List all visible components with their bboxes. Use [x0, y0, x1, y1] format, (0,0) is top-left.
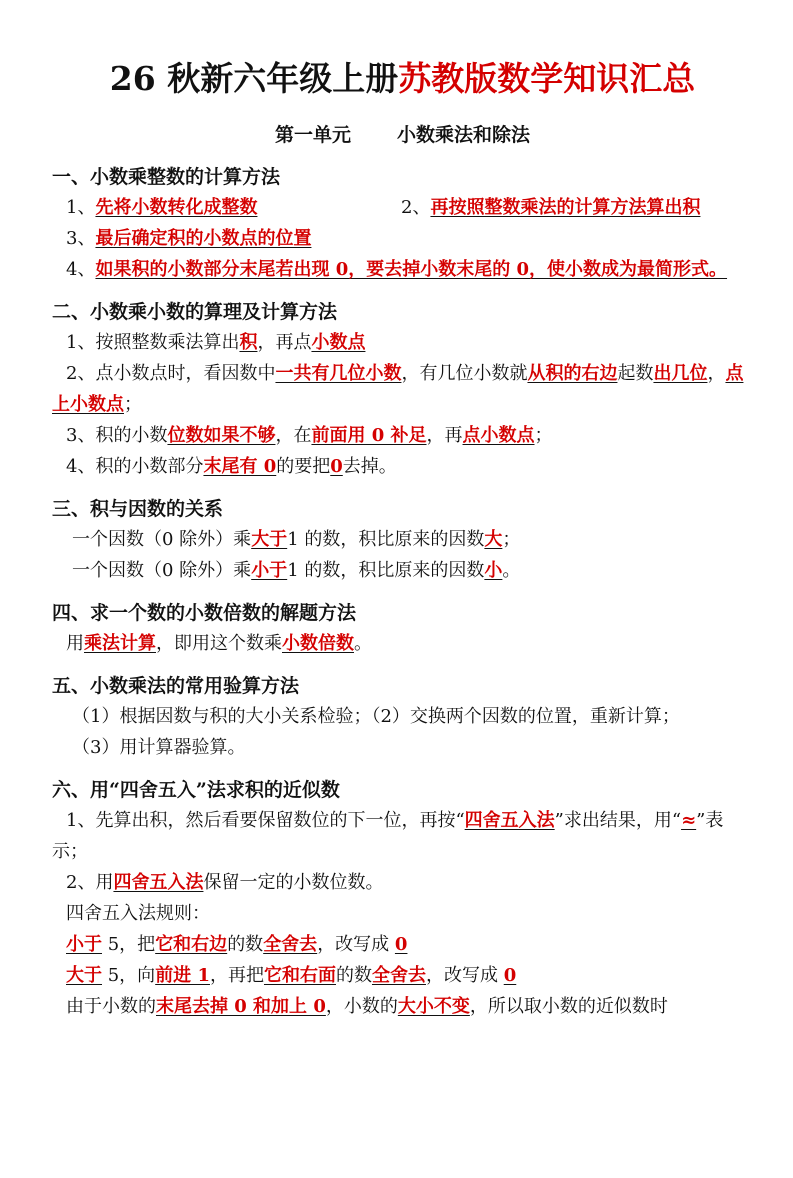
- key-point: 乘法计算: [84, 633, 156, 654]
- text: 5，把: [102, 934, 156, 955]
- text: ，再把: [209, 965, 264, 986]
- title-red-part: 苏教版数学知识汇总: [398, 59, 696, 98]
- key-point: 小数倍数: [282, 633, 354, 654]
- key-point: 最后确定积的小数点的位置: [95, 228, 312, 249]
- document-title: [52, 56, 753, 102]
- key-point: 0: [503, 965, 517, 986]
- text: ，再点: [257, 332, 312, 353]
- key-point: 先将小数转化成整数: [95, 197, 258, 218]
- key-point: 0: [330, 456, 343, 477]
- key-point: 出几位: [653, 363, 708, 384]
- section-1-line-2: [52, 223, 753, 254]
- text: 的数: [227, 934, 264, 955]
- key-point: 再按照整数乘法的计算方法算出积: [430, 197, 701, 218]
- section-6-line-4: [52, 929, 753, 960]
- text: 3、积的小数: [66, 425, 168, 446]
- key-point: 小: [484, 560, 503, 581]
- section-2-line-3: [52, 420, 753, 451]
- key-point: 大于: [251, 529, 288, 550]
- key-point: 从积的右边: [527, 363, 618, 384]
- key-point: 前面用 0 补足: [311, 425, 427, 446]
- text: 1、按照整数乘法算出: [66, 332, 240, 353]
- section-3-line-2: [52, 555, 753, 586]
- key-point: 大: [484, 529, 503, 550]
- key-point: 0: [394, 934, 408, 955]
- text: 保留一定的小数位数。: [203, 872, 384, 893]
- text: 1、: [66, 197, 96, 218]
- text: ，有几位小数就: [401, 363, 528, 384]
- section-1-heading: 一、小数乘整数的计算方法: [52, 166, 281, 188]
- section-6-line-3: 四舍五入法规则：: [66, 903, 210, 924]
- key-point: 前进 1: [155, 965, 210, 986]
- section-3-line-1: [52, 524, 753, 555]
- section-1-line-3: [52, 254, 753, 285]
- text: ；: [534, 425, 553, 446]
- text: 一个因数（0 除外）乘: [72, 560, 252, 581]
- text: 1、先算出积，然后看要保留数位的下一位，再按“: [66, 810, 465, 831]
- unit-number: 第一单元: [274, 124, 351, 146]
- section-2-line-4: [52, 451, 753, 482]
- text: 2、点小数点时，看因数中: [66, 363, 276, 384]
- key-point: 末尾去掉 0 和加上 0: [156, 996, 326, 1017]
- key-point: 积: [239, 332, 258, 353]
- text: ，改写成: [425, 965, 504, 986]
- section-6-line-2: [52, 867, 753, 898]
- section-2-heading: 二、小数乘小数的算理及计算方法: [52, 301, 338, 323]
- key-point: 它和右边: [155, 934, 228, 955]
- text: ”表示；: [52, 810, 724, 862]
- title-black-part: 26 秋新六年级上册: [109, 59, 399, 98]
- key-point: 大于: [66, 965, 102, 986]
- key-point: 位数如果不够: [167, 425, 276, 446]
- key-point: 全舍去: [263, 934, 318, 955]
- text: 由于小数的: [66, 996, 156, 1017]
- text: 2、: [401, 197, 431, 218]
- unit-heading: [52, 120, 753, 150]
- key-point: 点上小数点: [52, 363, 744, 415]
- text: 5，向: [102, 965, 156, 986]
- text: 的要把: [276, 456, 331, 477]
- key-point: 四舍五入法: [113, 872, 204, 893]
- key-point: 四舍五入法: [464, 810, 555, 831]
- unit-name: 小数乘法和除法: [397, 124, 531, 146]
- key-point: 小于: [66, 934, 102, 955]
- key-point: 大小不变: [397, 996, 470, 1017]
- text: 4、: [66, 259, 96, 280]
- text: ；: [124, 394, 142, 415]
- section-6-line-1: [52, 805, 753, 867]
- text: ，改写成: [317, 934, 395, 955]
- text: ；: [502, 529, 521, 550]
- section-3-heading: 三、积与因数的关系: [52, 498, 224, 520]
- text: 。: [354, 633, 372, 654]
- key-point: 小数点: [311, 332, 366, 353]
- key-point: 末尾有 0: [203, 456, 277, 477]
- text: 用: [66, 633, 84, 654]
- key-point: 全舍去: [371, 965, 426, 986]
- text: 一个因数（0 除外）乘: [72, 529, 252, 550]
- section-6-line-6: [52, 991, 753, 1022]
- text: 。: [502, 560, 521, 581]
- key-point: 点小数点: [462, 425, 535, 446]
- section-5-line-1: （1）根据因数与积的大小关系检验；（2）交换两个因数的位置，重新计算；: [72, 706, 680, 727]
- section-2-line-1: [52, 327, 753, 358]
- section-6-heading: 六、用“四舍五入”法求积的近似数: [52, 779, 340, 801]
- text: 去掉。: [342, 456, 397, 477]
- text: 起数: [617, 363, 654, 384]
- text: 1 的数，积比原来的因数: [287, 529, 485, 550]
- section-6-line-5: [52, 960, 753, 991]
- text: 4、积的小数部分: [66, 456, 204, 477]
- text: ，所以取小数的近似数时: [469, 996, 668, 1017]
- text: 的数: [335, 965, 372, 986]
- key-point: 一共有几位小数: [275, 363, 402, 384]
- text: ，小数的: [325, 996, 398, 1017]
- document-page: [0, 56, 793, 1178]
- key-point: 小于: [251, 560, 288, 581]
- section-5-line-2: （3）用计算器验算。: [72, 737, 246, 758]
- key-point: 如果积的小数部分末尾若出现 0，要去掉小数末尾的 0，使小数成为最简形式。: [95, 259, 728, 280]
- text: ，即用这个数乘: [156, 633, 282, 654]
- text: ，再: [426, 425, 463, 446]
- section-2-line-2: [52, 358, 753, 420]
- text: 2、用: [66, 872, 114, 893]
- section-5-heading: 五、小数乘法的常用验算方法: [52, 675, 300, 697]
- key-point: ≈: [681, 810, 697, 831]
- text: 3、: [66, 228, 96, 249]
- section-4-line-1: [52, 628, 753, 659]
- text: 1 的数，积比原来的因数: [287, 560, 485, 581]
- text: ，: [707, 363, 726, 384]
- key-point: 它和右面: [263, 965, 336, 986]
- section-4-heading: 四、求一个数的小数倍数的解题方法: [52, 602, 357, 624]
- text: ”求出结果，用“: [554, 810, 682, 831]
- text: ，在: [275, 425, 312, 446]
- section-1-line-1: [52, 192, 753, 223]
